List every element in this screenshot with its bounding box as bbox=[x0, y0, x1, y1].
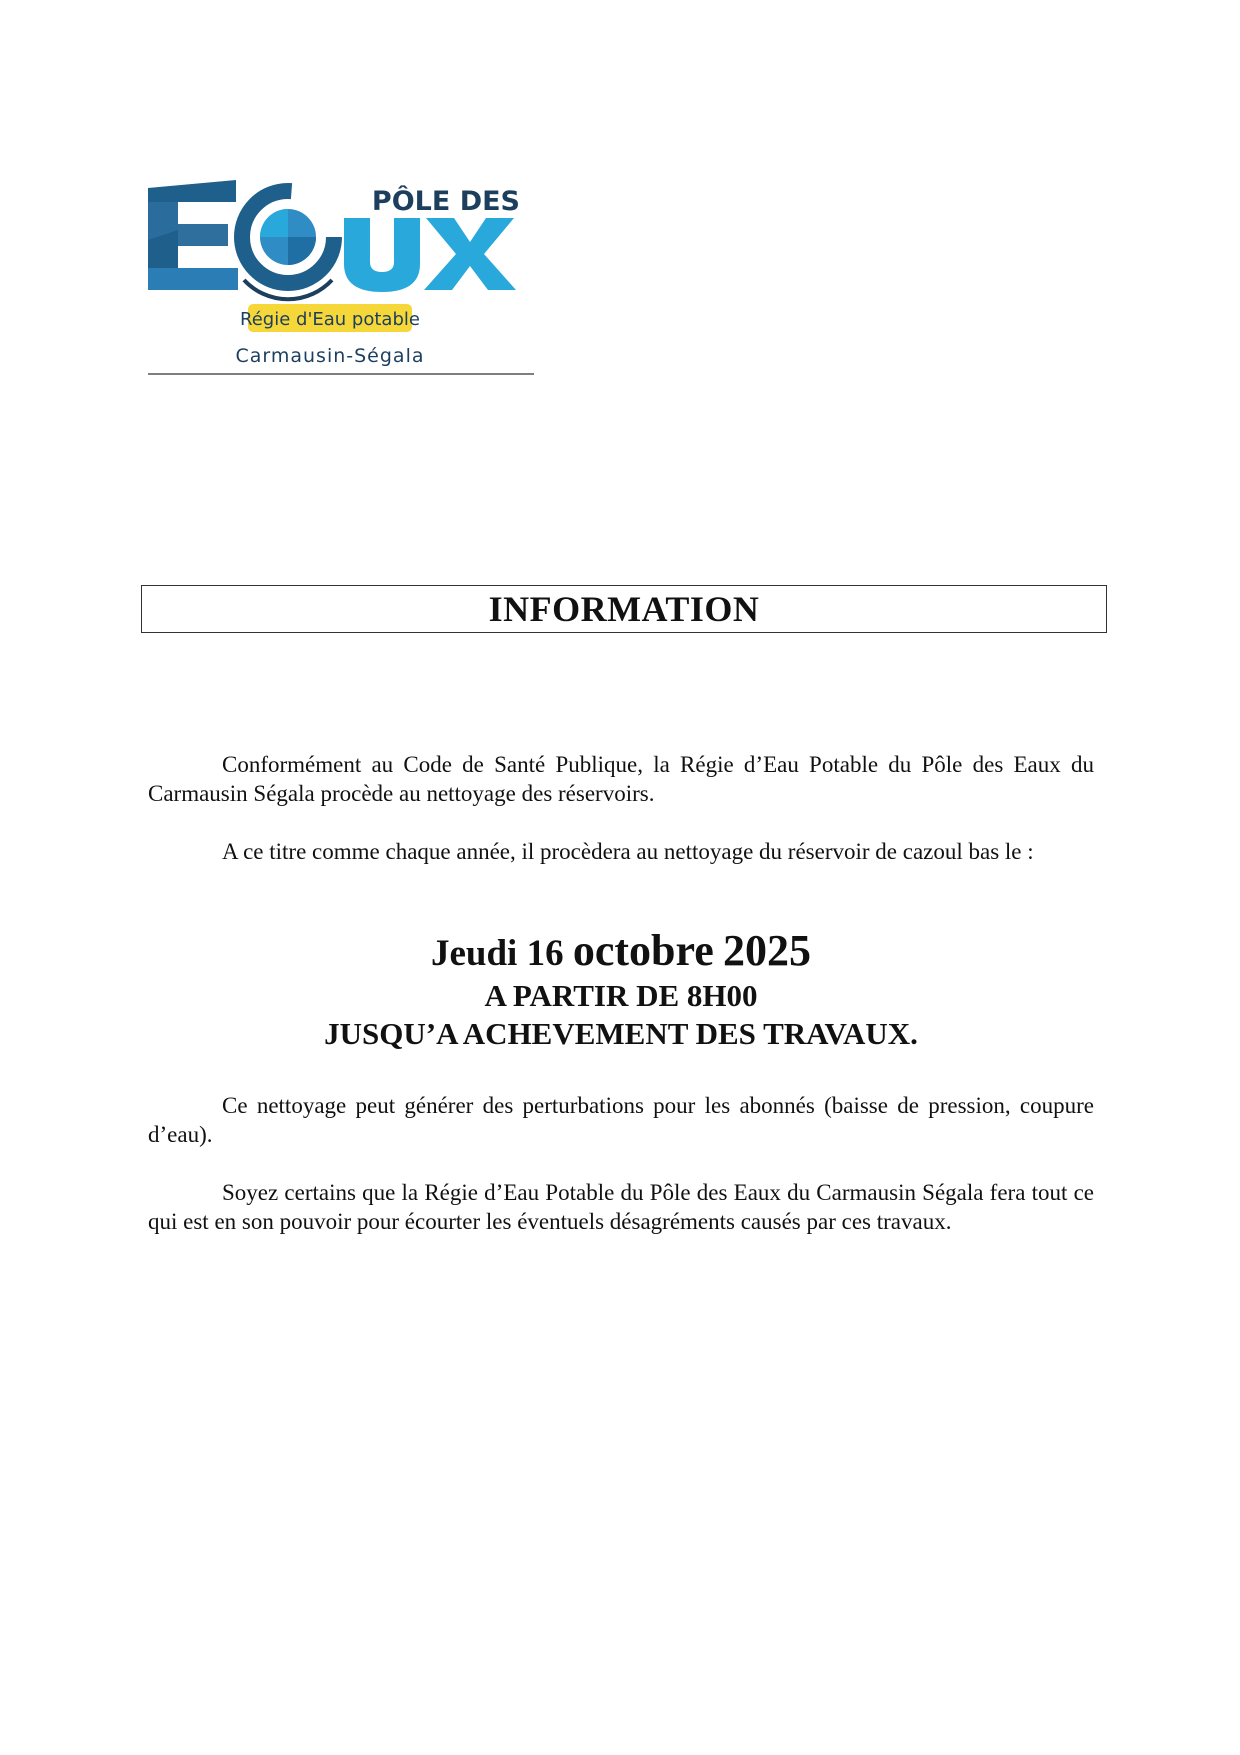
paragraph-announcement-text: A ce titre comme chaque année, il procèdera au nettoyage du réservoir de cazoul bas le : bbox=[222, 839, 1034, 864]
logo-letter-x bbox=[424, 218, 516, 290]
paragraph-regulation-text: Conformément au Code de Santé Publique, la Régie d’Eau Potable du Pôle des Eaux du Carmausin Ségala procède au nettoyage des réservoirs. bbox=[148, 752, 1094, 806]
page-title: INFORMATION bbox=[488, 589, 760, 629]
logo-title-top: PÔLE DES bbox=[371, 186, 520, 217]
logo-place-text: Carmausin-Ségala bbox=[235, 345, 425, 367]
logo-swirl-icon bbox=[242, 191, 334, 299]
date-day: Jeudi 16 bbox=[430, 933, 564, 974]
date-line bbox=[148, 928, 1094, 977]
paragraph-regulation bbox=[148, 750, 1094, 808]
time-start: A PARTIR DE 8H00 bbox=[484, 978, 758, 1013]
logo-badge-text: Régie d'Eau potable bbox=[240, 309, 420, 330]
paragraph-announcement bbox=[148, 837, 1094, 866]
organization-logo bbox=[148, 180, 534, 380]
date-block bbox=[148, 928, 1094, 1053]
title-box bbox=[141, 585, 1107, 633]
date-year: 2025 bbox=[723, 926, 812, 975]
paragraph-assurance-text: Soyez certains que la Régie d’Eau Potable du Pôle des Eaux du Carmausin Ségala fera tout ce qui est en son pouvoir pour écourter les éventuels désagréments causés par ces travaux. bbox=[148, 1180, 1094, 1234]
paragraph-assurance bbox=[148, 1178, 1094, 1236]
date-month: octobre bbox=[572, 926, 714, 975]
logo-letter-u bbox=[344, 218, 420, 292]
paragraph-disruption bbox=[148, 1091, 1094, 1149]
logo-letter-e bbox=[148, 180, 238, 290]
paragraph-disruption-text: Ce nettoyage peut générer des perturbations pour les abonnés (baisse de pression, coupure d’eau). bbox=[148, 1093, 1094, 1147]
time-end: JUSQU’A ACHEVEMENT DES TRAVAUX. bbox=[324, 1016, 918, 1051]
